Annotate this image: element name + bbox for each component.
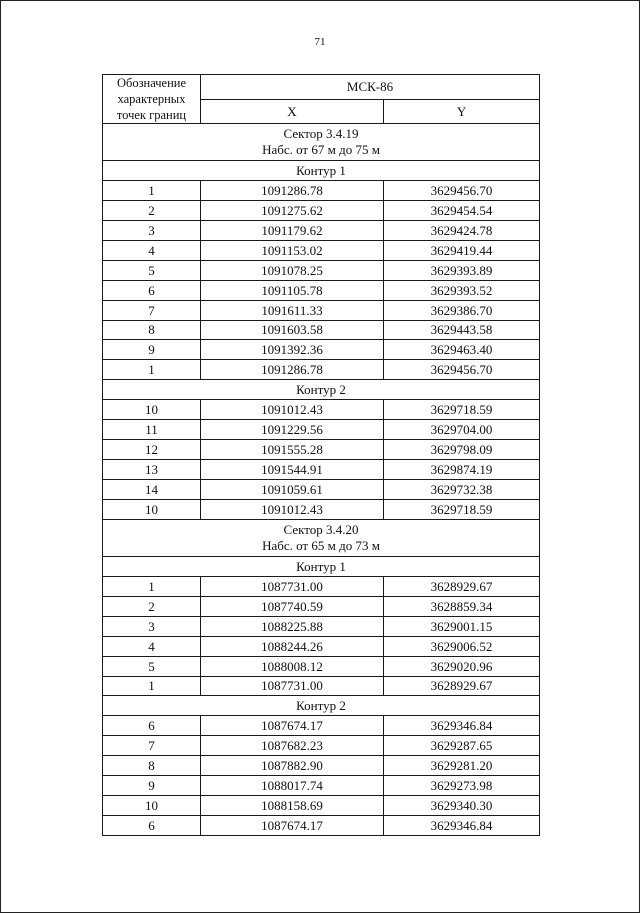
x-coordinate-cell: 1088244.26 (201, 636, 384, 656)
point-id-cell: 3 (103, 616, 201, 636)
table-row (103, 460, 540, 480)
contour-header-row (103, 380, 540, 400)
point-id-cell: 1 (103, 180, 201, 200)
coordinate-system-header: МСК-86 (201, 75, 540, 100)
x-coordinate-cell: 1088008.12 (201, 656, 384, 676)
contour-title: Контур 1 (103, 556, 540, 576)
y-coordinate-cell: 3628929.67 (384, 576, 540, 596)
contour-title: Контур 1 (103, 161, 540, 181)
table-row (103, 400, 540, 420)
sector-header (103, 519, 540, 556)
point-id-cell: 14 (103, 480, 201, 500)
point-id-cell: 6 (103, 280, 201, 300)
table-row (103, 796, 540, 816)
point-id-cell: 2 (103, 200, 201, 220)
point-id-cell: 11 (103, 420, 201, 440)
point-id-cell: 1 (103, 360, 201, 380)
x-coordinate-cell: 1091153.02 (201, 240, 384, 260)
point-id-cell: 9 (103, 776, 201, 796)
y-coordinate-cell: 3629419.44 (384, 240, 540, 260)
x-coordinate-cell: 1091229.56 (201, 420, 384, 440)
point-id-cell: 10 (103, 400, 201, 420)
sector-header-row (103, 519, 540, 556)
table-row (103, 636, 540, 656)
coordinates-table-body (103, 75, 540, 836)
x-coordinate-cell: 1091012.43 (201, 400, 384, 420)
point-id-cell: 4 (103, 636, 201, 656)
x-coordinate-cell: 1091179.62 (201, 220, 384, 240)
table-row (103, 776, 540, 796)
table-row (103, 480, 540, 500)
x-coordinate-cell: 1091611.33 (201, 300, 384, 320)
point-id-cell: 10 (103, 796, 201, 816)
table-row (103, 596, 540, 616)
table-row (103, 499, 540, 519)
y-coordinate-cell: 3629393.52 (384, 280, 540, 300)
x-coordinate-cell: 1091555.28 (201, 440, 384, 460)
point-id-cell: 6 (103, 716, 201, 736)
y-coordinate-cell: 3628859.34 (384, 596, 540, 616)
y-coordinate-cell: 3628929.67 (384, 676, 540, 696)
point-id-cell: 10 (103, 499, 201, 519)
contour-header-row (103, 556, 540, 576)
sector-subtitle: Набс. от 67 м до 75 м (262, 142, 380, 157)
contour-title: Контур 2 (103, 380, 540, 400)
y-coordinate-cell: 3629020.96 (384, 656, 540, 676)
y-coordinate-cell: 3629463.40 (384, 340, 540, 360)
table-row (103, 220, 540, 240)
table-row (103, 420, 540, 440)
sector-header-row (103, 124, 540, 161)
y-coordinate-cell: 3629732.38 (384, 480, 540, 500)
x-coordinate-cell: 1091286.78 (201, 360, 384, 380)
table-row (103, 260, 540, 280)
x-coordinate-cell: 1091286.78 (201, 180, 384, 200)
table-row (103, 200, 540, 220)
contour-header-row (103, 696, 540, 716)
point-id-cell: 8 (103, 756, 201, 776)
point-id-cell: 5 (103, 260, 201, 280)
x-coordinate-cell: 1087682.23 (201, 736, 384, 756)
x-coordinate-cell: 1087674.17 (201, 716, 384, 736)
x-header: X (201, 99, 384, 124)
y-coordinate-cell: 3629393.89 (384, 260, 540, 280)
y-coordinate-cell: 3629001.15 (384, 616, 540, 636)
y-coordinate-cell: 3629456.70 (384, 360, 540, 380)
y-coordinate-cell: 3629874.19 (384, 460, 540, 480)
point-id-cell: 12 (103, 440, 201, 460)
table-row (103, 320, 540, 340)
contour-title: Контур 2 (103, 696, 540, 716)
x-coordinate-cell: 1087674.17 (201, 816, 384, 836)
table-row (103, 240, 540, 260)
point-id-cell: 9 (103, 340, 201, 360)
x-coordinate-cell: 1091105.78 (201, 280, 384, 300)
x-coordinate-cell: 1087731.00 (201, 676, 384, 696)
table-row (103, 676, 540, 696)
table-row (103, 440, 540, 460)
sector-title: Сектор 3.4.19 (283, 126, 359, 141)
x-coordinate-cell: 1087731.00 (201, 576, 384, 596)
table-row (103, 340, 540, 360)
y-coordinate-cell: 3629340.30 (384, 796, 540, 816)
y-coordinate-cell: 3629718.59 (384, 499, 540, 519)
y-coordinate-cell: 3629456.70 (384, 180, 540, 200)
point-id-cell: 7 (103, 300, 201, 320)
x-coordinate-cell: 1088158.69 (201, 796, 384, 816)
sector-subtitle: Набс. от 65 м до 73 м (262, 537, 380, 553)
x-coordinate-cell: 1091078.25 (201, 260, 384, 280)
y-coordinate-cell: 3629443.58 (384, 320, 540, 340)
table-row (103, 360, 540, 380)
point-id-cell: 5 (103, 656, 201, 676)
y-coordinate-cell: 3629273.98 (384, 776, 540, 796)
y-header: Y (384, 99, 540, 124)
x-coordinate-cell: 1091012.43 (201, 499, 384, 519)
point-id-cell: 1 (103, 576, 201, 596)
y-coordinate-cell: 3629281.20 (384, 756, 540, 776)
x-coordinate-cell: 1091275.62 (201, 200, 384, 220)
table-row (103, 756, 540, 776)
x-coordinate-cell: 1088017.74 (201, 776, 384, 796)
point-id-cell: 1 (103, 676, 201, 696)
y-coordinate-cell: 3629704.00 (384, 420, 540, 440)
x-coordinate-cell: 1091544.91 (201, 460, 384, 480)
point-id-cell: 7 (103, 736, 201, 756)
coordinates-table (102, 74, 540, 836)
x-coordinate-cell: 1087740.59 (201, 596, 384, 616)
contour-header-row (103, 161, 540, 181)
x-coordinate-cell: 1091392.36 (201, 340, 384, 360)
designation-header: Обозначение характерных точек границ (103, 75, 201, 124)
y-coordinate-cell: 3629798.09 (384, 440, 540, 460)
x-coordinate-cell: 1091059.61 (201, 480, 384, 500)
point-id-cell: 3 (103, 220, 201, 240)
table-row (103, 816, 540, 836)
y-coordinate-cell: 3629006.52 (384, 636, 540, 656)
table-row (103, 300, 540, 320)
table-row (103, 736, 540, 756)
y-coordinate-cell: 3629718.59 (384, 400, 540, 420)
page-number: 71 (314, 36, 326, 48)
sector-title: Сектор 3.4.20 (283, 521, 359, 537)
table-row (103, 180, 540, 200)
y-coordinate-cell: 3629454.54 (384, 200, 540, 220)
y-coordinate-cell: 3629424.78 (384, 220, 540, 240)
y-coordinate-cell: 3629287.65 (384, 736, 540, 756)
table-row (103, 656, 540, 676)
point-id-cell: 6 (103, 816, 201, 836)
sector-header (103, 124, 540, 161)
point-id-cell: 8 (103, 320, 201, 340)
point-id-cell: 4 (103, 240, 201, 260)
point-id-cell: 13 (103, 460, 201, 480)
table-row (103, 280, 540, 300)
y-coordinate-cell: 3629346.84 (384, 716, 540, 736)
x-coordinate-cell: 1088225.88 (201, 616, 384, 636)
y-coordinate-cell: 3629386.70 (384, 300, 540, 320)
y-coordinate-cell: 3629346.84 (384, 816, 540, 836)
x-coordinate-cell: 1091603.58 (201, 320, 384, 340)
header-row-system (103, 75, 540, 100)
table-row (103, 716, 540, 736)
table-row (103, 576, 540, 596)
point-id-cell: 2 (103, 596, 201, 616)
table-row (103, 616, 540, 636)
x-coordinate-cell: 1087882.90 (201, 756, 384, 776)
